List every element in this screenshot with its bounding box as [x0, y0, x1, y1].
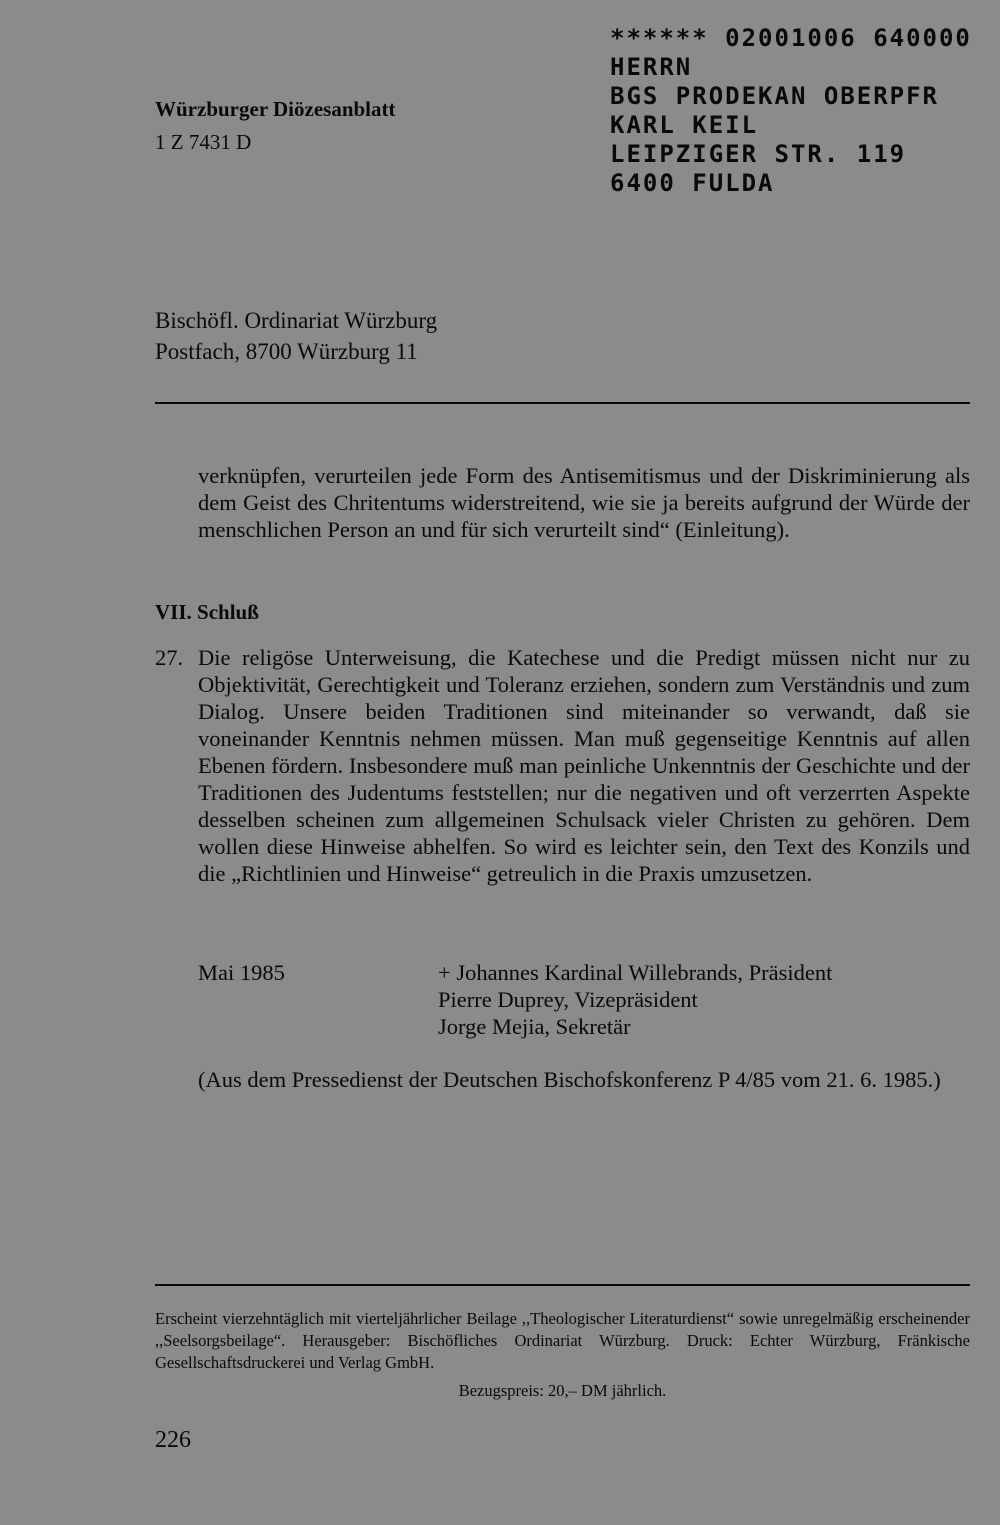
- address-line: LEIPZIGER STR. 119: [610, 140, 907, 168]
- body-paragraph: Die religöse Unterweisung, die Katechese und die Predigt müssen nicht nur zu Objektivität, Gerechtigkeit und Toleranz erziehen, sondern zum Verständnis und zum Dialog. Unsere beiden Traditionen sind miteinander so verwandt, daß sie voneinander Kenntnis nehmen müssen. Man muß gegenseitige Kenntnis auf allen Ebenen fördern. Insbesondere muß man peinliche Unkenntnis der Geschichte und der Traditionen des Judentums feststellen; nur die negativen und oft verzerrten Aspekte desselben scheinen zum allgemeinen Schulsack vieler Christen zu gehören. Dem wollen diese Hinweise abhelfen. So wird es leichter sein, den Text des Konzils und die „Richtlinien und Hinweise“ getreulich in die Praxis umzusetzen.: [198, 645, 970, 886]
- footer-price: Bezugspreis: 20,– DM jährlich.: [458, 1381, 667, 1400]
- footer-text: Erscheint vierzehntäglich mit vierteljährlicher Beilage ,,Theologischer Literaturdienst“ sowie unregelmäßig erscheinender ,,Seelsorgsbeilage“. Herausgeber: Bischöfliches Ordinariat Würzburg. Druck: Echter Würzburg, Fränkische Gesellschaftsdruckerei und Verlag GmbH.: [155, 1309, 970, 1372]
- address-line: BGS PRODEKAN OBERPFR: [610, 82, 939, 110]
- divider: [155, 1284, 970, 1286]
- address-line: HERRN: [610, 53, 693, 81]
- sender-line: Postfach, 8700 Würzburg 11: [155, 339, 418, 364]
- source-note: (Aus dem Pressedienst der Deutschen Bischofskonferenz P 4/85 vom 21. 6. 1985.): [198, 1067, 941, 1092]
- publication-code: 1 Z 7431 D: [155, 130, 252, 154]
- sender-address: [155, 305, 437, 367]
- sender-line: Bischöfl. Ordinariat Würzburg: [155, 308, 438, 333]
- address-line: 6400 FULDA: [610, 169, 775, 197]
- signatory: + Johannes Kardinal Willebrands, Präsident: [438, 960, 833, 985]
- intro-paragraph: verknüpfen, verurteilen jede Form des Antisemitismus und der Diskriminierung als dem Geist des Chritentums widerstreitend, wie sie ja bereits aufgrund der Würde der menschlichen Person an und für sich verurteilt sind“ (Einleitung).: [198, 463, 970, 542]
- address-line: ****** 02001006 640000: [610, 24, 972, 52]
- signatory: Pierre Duprey, Vizepräsident: [438, 987, 698, 1012]
- divider: [155, 402, 970, 404]
- publication-title: Würzburger Diözesanblatt: [155, 97, 396, 121]
- page-number: 226: [155, 1427, 191, 1453]
- signatory: Jorge Mejia, Sekretär: [438, 1014, 631, 1039]
- paragraph-number: 27.: [155, 645, 184, 670]
- address-line: KARL KEIL: [610, 111, 759, 139]
- signature-date: Mai 1985: [198, 960, 285, 985]
- section-heading: VII. Schluß: [155, 600, 259, 624]
- address-label: [610, 24, 972, 198]
- signature-block: [438, 959, 832, 1040]
